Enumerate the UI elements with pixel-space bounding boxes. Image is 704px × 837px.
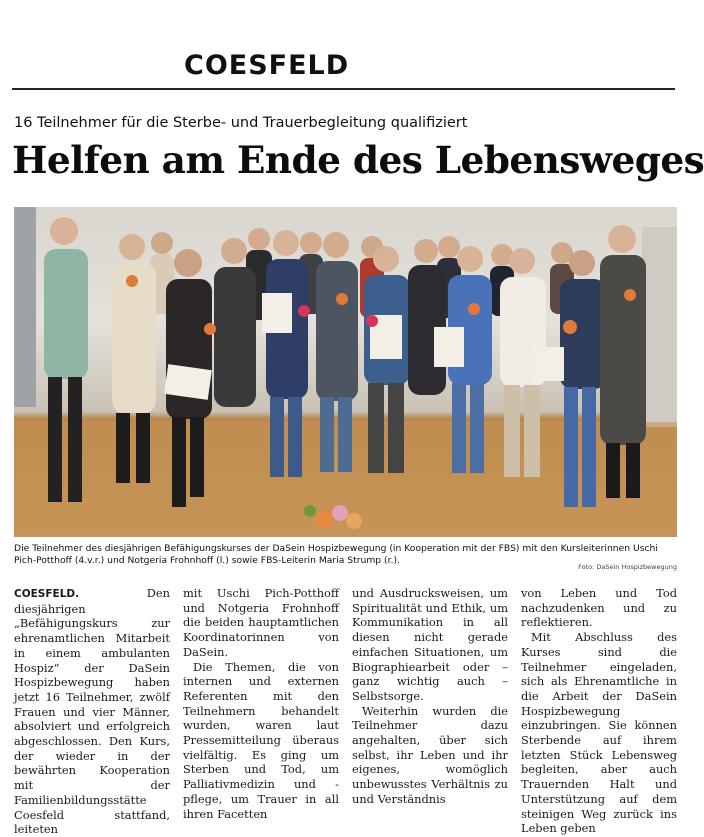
article-paragraph [14,586,170,837]
article-paragraph: Weiterhin wurden die Teilnehmer dazu angehalten, über sich selbst, ihr Leben und ihr eigenes, womöglich unbewusstes Verhältnis zu und Verständnis [352,703,508,806]
article-photo [14,207,677,537]
article-column-2 [183,586,339,837]
article-column-4 [521,586,677,837]
section-rule [12,88,675,90]
dateline: COESFELD. [14,588,80,600]
article-paragraph: von Leben und Tod nachzudenken und zu reflektieren. [521,586,677,630]
article-paragraph: mit Uschi Pich-Potthoff und Notgeria Frohnhoff die beiden hauptamtlichen Koordinatorinnen von DaSein. [183,586,339,659]
article-column-1 [14,586,170,837]
paragraph-text: Den diesjährigen „Befähigungskurs zur ehrenamtlichen Mitarbeit in einem ambulanten Hospiz“ der DaSein Hospizbewegung haben jetzt 16 Teilnehmer, zwölf Frauen und vier Männer, absolviert und erfolgreich abgeschlossen. Den Kurs, der wieder in der bewährten Kooperation mit der Familienbildungsstätte Coesfeld stattfand, leiteten [14,586,170,837]
article-paragraph: und Ausdrucksweisen, um Spiritualität und Ethik, um Kommunikation in all diesen nicht gerade einfachen Situationen, um Biographiearbeit oder – ganz wichtig auch – Selbstsorge. [352,586,508,703]
section-header [0,44,687,90]
article-body [14,586,677,837]
section-title: COESFELD [184,50,350,81]
article-column-3 [352,586,508,837]
group-photo-illustration [14,207,677,537]
photo-credit: Foto: DaSein Hospizbewegung [578,563,677,571]
article-headline: Helfen am Ende des Lebensweges [12,138,704,182]
article-paragraph: Die Themen, die von internen und externen Referenten mit den Teilnehmern behandelt wurden, waren laut Pressemitteilung überaus vielfältig. Es ging um Sterben und Tod, um Palliativmedizin und -pflege, um Trauer in all ihren Facetten [183,659,339,821]
article-kicker: 16 Teilnehmer für die Sterbe- und Trauerbegleitung qualifiziert [14,115,468,131]
article-paragraph: Mit Abschluss des Kurses sind die Teilnehmer eingeladen, sich als Ehrenamtliche in die Arbeit der DaSein Hospizbewegung einzubringen. Sie können Sterbende auf ihrem letzten Stück Lebensweg begleiten, aber auch Trauernden Halt und Unterstützung auf dem steinigen Weg zurück ins Leben geben [521,630,677,836]
photo-caption: Die Teilnehmer des diesjährigen Befähigungskurses der DaSein Hospizbewegung (in Kooperation mit der FBS) mit den Kursleiterinnen Uschi Pich-Potthoff (4.v.r.) und Notgeria Frohnhoff (l.) sowie FBS-Leiterin Maria Strump (r.). [14,543,658,567]
